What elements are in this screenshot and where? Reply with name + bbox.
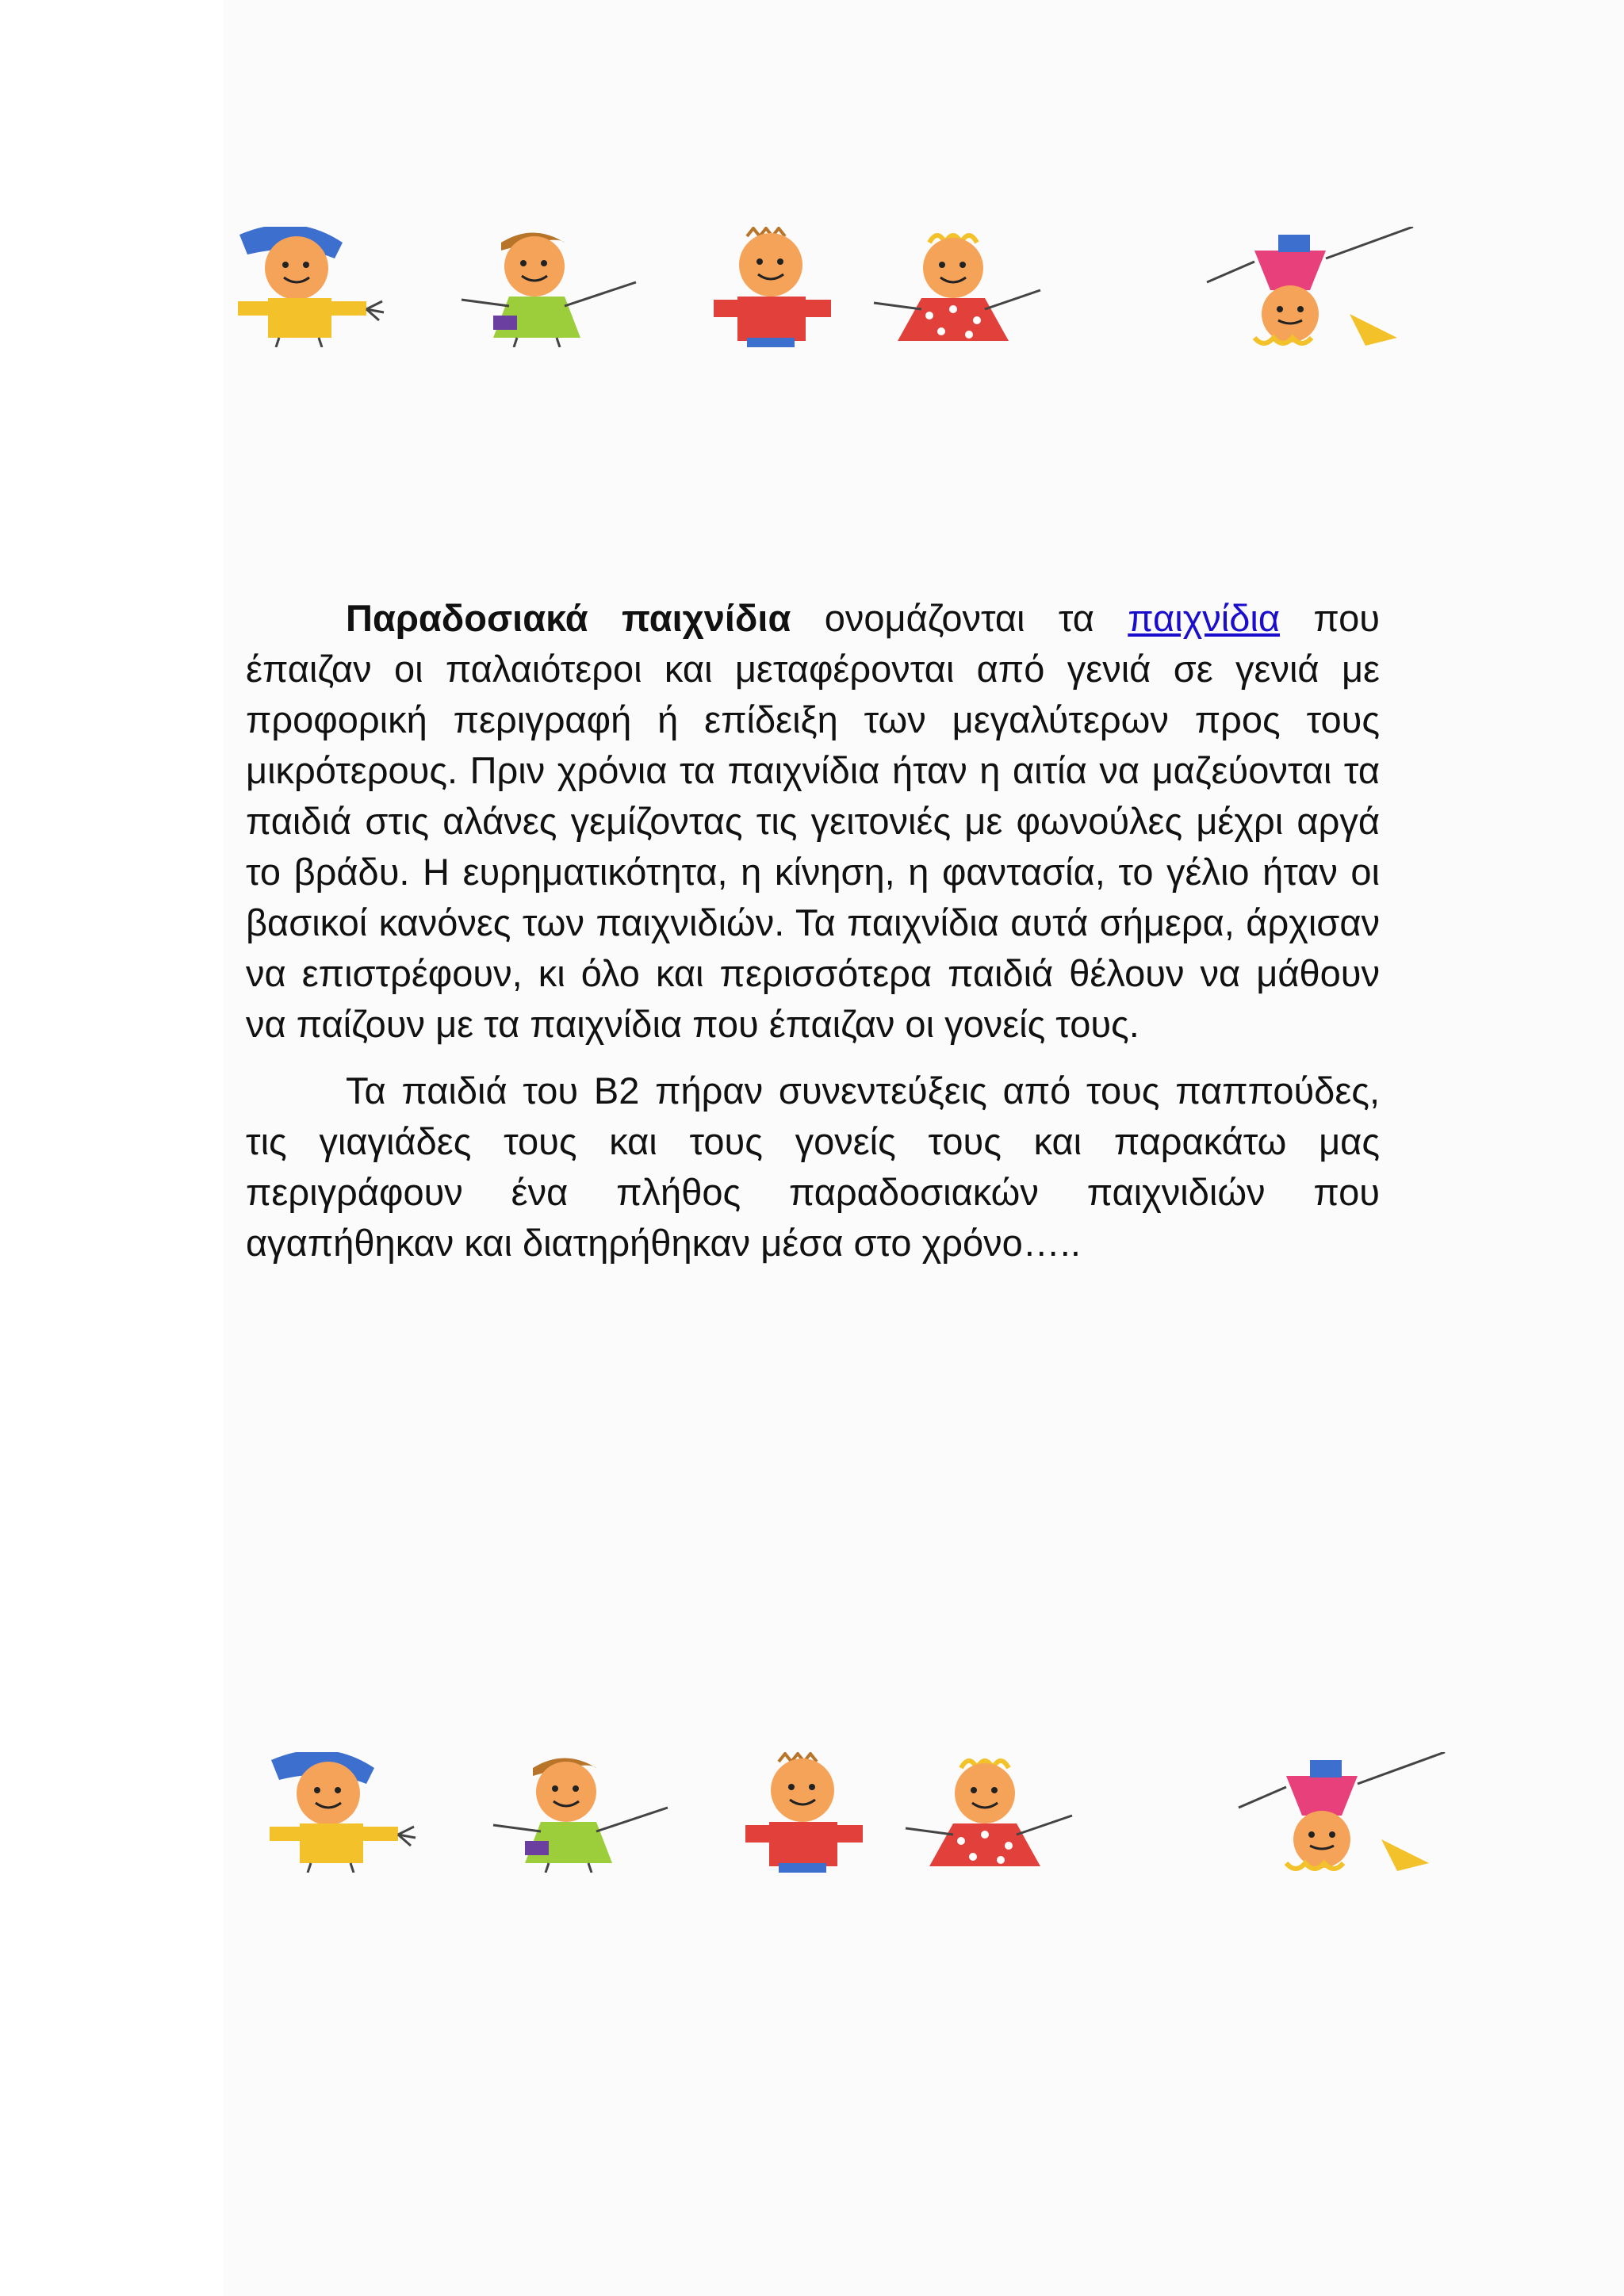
intro-paragraph [246,593,1380,1050]
footer-kids-banner [255,1752,1453,1873]
kids-illustration [224,227,1421,347]
kid-upside-down [1207,227,1413,346]
document-body [246,593,1380,1284]
kid-red-shirt [714,228,831,347]
kid-polka-dress [906,1761,1072,1866]
b2-paragraph: Τα παιδιά του Β2 πήραν συνεντεύξεις από τους παππούδες, τις γιαγιάδες τους και τους γονείς τους και παρακάτω μας περιγράφουν ένα πλήθος παραδοσιακών παιχνιδιών που αγαπήθηκαν και διατηρήθηκαν μέσα στο χρόνο….. [246,1070,1380,1264]
kid-yellow-shirt [270,1752,416,1873]
kid-yellow-shirt [238,227,384,347]
paragraph-text: ονομάζονται τα [791,597,1128,639]
games-link[interactable]: παιχνίδια [1128,597,1281,639]
kid-green-dress [462,233,636,348]
bold-term: Παραδοσιακά παιχνίδια [346,597,791,639]
kids-illustration [255,1752,1453,1873]
kid-green-dress [493,1758,668,1873]
kid-red-shirt [745,1754,863,1873]
paragraph-text: που έπαιζαν οι παλαιότεροι και μεταφέρονται από γενιά σε γενιά με προφορική περιγραφή ή επίδειξη των μεγαλύτερων προς τους μικρότερους. Πριν χρόνια τα παιχνίδια ήταν η αιτία να μαζεύονται τα παιδιά στις αλάνες γεμίζοντας τις γειτονιές με φωνούλες μέχρι αργά το βράδυ. Η ευρηματικότητα, η κίνηση, η φαντασία, το γέλιο ήταν οι βασικοί κανόνες των παιχνιδιών. Τα παιχνίδια αυτά σήμερα, άρχισαν να επιστρέφουν, κι όλο και περισσότερα παιδιά θέλουν να μάθουν να παίζουν με τα παιχνίδια που έπαιζαν οι γονείς τους. [246,597,1380,1045]
kid-upside-down [1239,1752,1445,1871]
kid-polka-dress [874,235,1040,341]
header-kids-banner [224,227,1421,347]
